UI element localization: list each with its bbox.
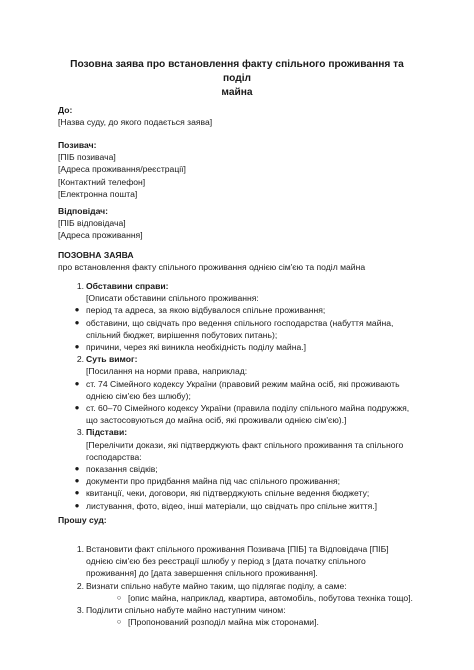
- circle-bullet-icon: ○: [116, 592, 122, 602]
- section-3-intro: [Перелічити докази, які підтверджують факт спільного проживання та спільного: [86, 439, 404, 450]
- document-title: [60, 58, 414, 100]
- request-list: [58, 543, 434, 628]
- list-item: ● листування, фото, відео, інші матеріали, що свідчать про спільне життя.]: [74, 500, 378, 511]
- plaintiff-name: [ПІБ позивача]: [58, 152, 116, 163]
- bullet-icon: ●: [74, 317, 80, 327]
- court-name: [Назва суду, до якого подається заява]: [58, 117, 213, 128]
- request-item-3: 3. Поділити спільно набуте майно наступним чином:: [58, 604, 434, 616]
- request-section: [58, 514, 434, 526]
- section-3-number: 3.: [76, 427, 84, 438]
- list-item: ● період та адреса, за якою відбувалося спільне проживання;: [74, 305, 326, 316]
- bullet-icon: ●: [74, 488, 80, 498]
- to-section: [58, 104, 434, 128]
- claim-heading: ПОЗОВНА ЗАЯВА: [58, 250, 134, 260]
- section-1-number: 1.: [76, 281, 84, 291]
- circle-bullet-icon: ○: [116, 617, 122, 627]
- list-item: ● обставини, що свідчать про ведення спільного господарства (набуття майна, спільний бюджет, вирішення побутових питань);: [74, 317, 394, 340]
- list-item: ● показання свідків;: [74, 464, 158, 475]
- section-2-title: Суть вимог:: [86, 354, 138, 365]
- section-3: [58, 426, 434, 438]
- section-2-number: 2.: [76, 354, 84, 365]
- plaintiff-email: [Електронна пошта]: [58, 188, 138, 199]
- plaintiff-heading: Позивач:: [58, 140, 97, 150]
- section-3-title: Підстави:: [86, 427, 128, 438]
- section-1: [58, 280, 434, 292]
- section-1-intro: [Описати обставини спільного проживання:: [86, 293, 259, 304]
- defendant-address: [Адреса проживання]: [58, 230, 143, 241]
- list-item: ● документи про придбання майна під час спільного проживання;: [74, 476, 341, 487]
- claim-header: [58, 249, 434, 273]
- request-subitem: ○ [опис майна, наприклад, квартира, автомобіль, побутова техніка тощо].: [116, 592, 413, 603]
- bullet-icon: ●: [74, 403, 80, 413]
- claim-sections: [58, 280, 434, 512]
- section-3-intro-cont: господарства:: [86, 451, 142, 462]
- plaintiff-section: [58, 139, 434, 200]
- bullet-icon: ●: [74, 476, 80, 486]
- bullet-icon: ●: [74, 305, 80, 315]
- request-heading: Прошу суд:: [58, 515, 107, 525]
- claim-subtitle: про встановлення факту спільного проживання однією сім'єю та поділ майна: [58, 262, 366, 273]
- list-item: ● ст. 60–70 Сімейного кодексу України (правила поділу спільного майна подружжя, що застосовуються до майна осіб, які проживали однією сім'єю).]: [74, 403, 410, 426]
- plaintiff-phone: [Контактний телефон]: [58, 176, 146, 187]
- request-item-2: 2. Визнати спільно набуте майно таким, що підлягає поділу, а саме:: [58, 580, 434, 592]
- title-line-1: Позовна заява про встановлення факту спільного проживання та поділ: [70, 59, 404, 84]
- plaintiff-address: [Адреса проживання/реєстрації]: [58, 164, 186, 175]
- request-item-number: 1.: [76, 544, 84, 554]
- list-item: ● причини, через які виникла необхідність поділу майна.]: [74, 342, 307, 353]
- request-item-number: 2.: [76, 580, 84, 591]
- bullet-icon: ●: [74, 342, 80, 352]
- bullet-icon: ●: [74, 464, 80, 474]
- section-2-intro: [Посилання на норми права, наприклад:: [86, 366, 248, 377]
- bullet-icon: ●: [74, 378, 80, 388]
- defendant-name: [ПІБ відповідача]: [58, 218, 126, 229]
- to-heading: До:: [58, 105, 73, 115]
- section-2: [58, 353, 434, 365]
- bullet-icon: ●: [74, 500, 80, 510]
- request-item-1: 1. Встановити факт спільного проживання Позивача [ПІБ] та Відповідача [ПІБ] однією сім'єю без реєстрації шлюбу у період з [дата початку спільного проживання] до [дата завершення спільного проживання].: [58, 543, 434, 580]
- title-line-2: майна: [221, 87, 253, 98]
- request-item-number: 3.: [76, 605, 84, 616]
- list-item: ● ст. 74 Сімейного кодексу України (правовий режим майна осіб, які проживають однією сім'єю без шлюбу);: [74, 378, 400, 401]
- defendant-section: [58, 205, 434, 242]
- request-subitem: ○ [Пропонований розподіл майна між сторонами].: [116, 617, 319, 628]
- section-1-title: Обставини справи:: [86, 281, 169, 291]
- defendant-heading: Відповідач:: [58, 206, 109, 216]
- list-item: ● квитанції, чеки, договори, які підтверджують спільне ведення бюджету;: [74, 488, 370, 499]
